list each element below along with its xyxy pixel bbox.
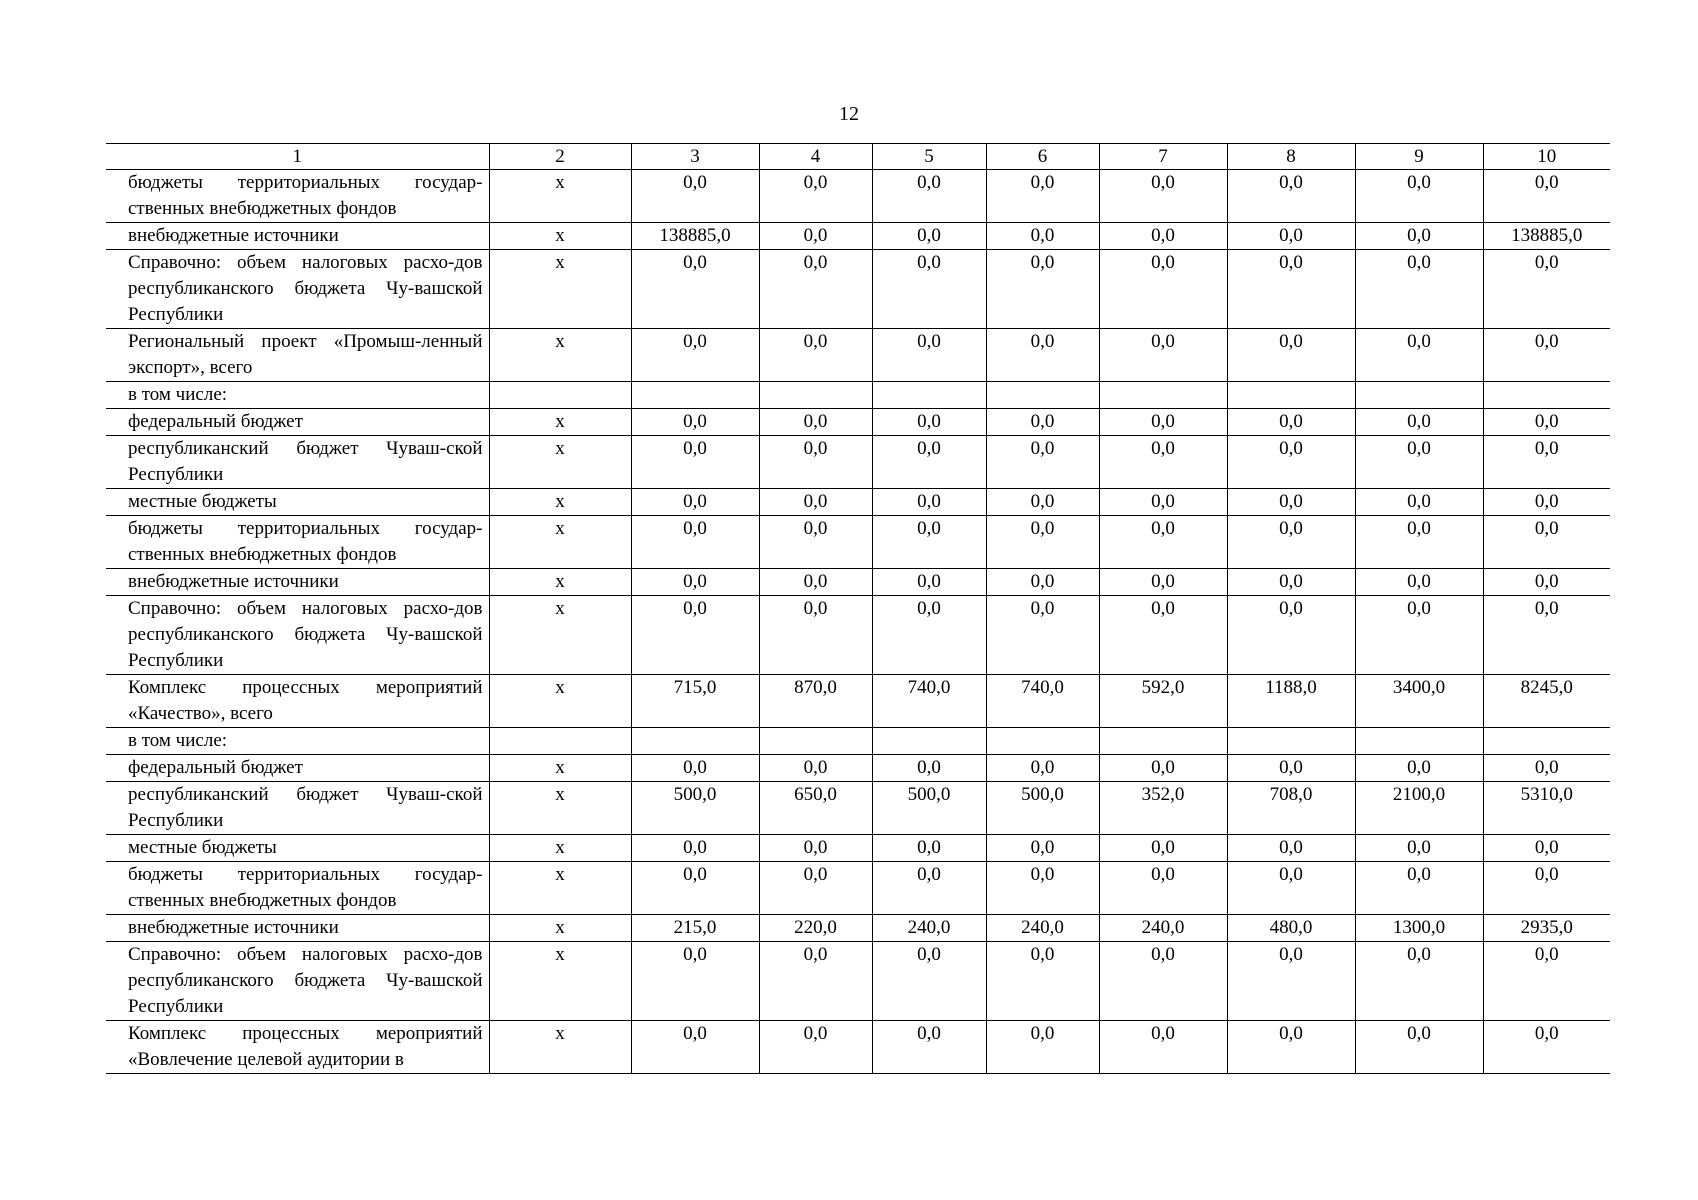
- value-cell: 0,0: [872, 569, 986, 596]
- value-cell: 0,0: [872, 862, 986, 915]
- value-cell: 0,0: [631, 862, 759, 915]
- row-code: [489, 728, 631, 755]
- row-code: х: [489, 489, 631, 516]
- value-cell: 592,0: [1099, 675, 1227, 728]
- value-cell: 1188,0: [1227, 675, 1355, 728]
- value-cell: 0,0: [986, 942, 1099, 1021]
- value-cell: 0,0: [1355, 569, 1483, 596]
- value-cell: 500,0: [631, 782, 759, 835]
- row-label: внебюджетные источники: [106, 569, 489, 596]
- row-code: [489, 382, 631, 409]
- value-cell: [631, 382, 759, 409]
- value-cell: 0,0: [986, 755, 1099, 782]
- value-cell: 0,0: [1483, 516, 1610, 569]
- value-cell: 0,0: [631, 942, 759, 1021]
- value-cell: 0,0: [1483, 835, 1610, 862]
- row-label: Комплекс процессных мероприятий «Вовлечение целевой аудитории в: [106, 1021, 489, 1074]
- value-cell: 0,0: [1099, 569, 1227, 596]
- value-cell: 0,0: [1355, 942, 1483, 1021]
- value-cell: 0,0: [986, 862, 1099, 915]
- column-number-row: [106, 144, 1610, 170]
- value-cell: 0,0: [759, 170, 872, 223]
- value-cell: 0,0: [986, 835, 1099, 862]
- value-cell: 0,0: [986, 250, 1099, 329]
- row-code: х: [489, 675, 631, 728]
- value-cell: 0,0: [872, 436, 986, 489]
- value-cell: 0,0: [872, 835, 986, 862]
- value-cell: 0,0: [1355, 596, 1483, 675]
- row-label: Справочно: объем налоговых расхо-дов республиканского бюджета Чу-вашской Республики: [106, 596, 489, 675]
- table-row: [106, 942, 1610, 1021]
- row-code: х: [489, 862, 631, 915]
- value-cell: 0,0: [1355, 436, 1483, 489]
- value-cell: 0,0: [1483, 250, 1610, 329]
- value-cell: 0,0: [1099, 409, 1227, 436]
- value-cell: 0,0: [986, 329, 1099, 382]
- value-cell: 0,0: [631, 489, 759, 516]
- value-cell: 0,0: [1099, 596, 1227, 675]
- value-cell: 0,0: [1227, 170, 1355, 223]
- value-cell: 240,0: [986, 915, 1099, 942]
- table-row: [106, 223, 1610, 250]
- value-cell: 0,0: [872, 596, 986, 675]
- value-cell: 0,0: [986, 489, 1099, 516]
- value-cell: 0,0: [1355, 516, 1483, 569]
- value-cell: 0,0: [986, 596, 1099, 675]
- row-code: х: [489, 569, 631, 596]
- value-cell: 0,0: [872, 1021, 986, 1074]
- value-cell: 0,0: [1099, 755, 1227, 782]
- value-cell: 0,0: [759, 250, 872, 329]
- value-cell: 0,0: [1099, 223, 1227, 250]
- value-cell: 0,0: [1355, 250, 1483, 329]
- table-row: [106, 1021, 1610, 1074]
- value-cell: 650,0: [759, 782, 872, 835]
- value-cell: 0,0: [1099, 942, 1227, 1021]
- value-cell: 0,0: [631, 569, 759, 596]
- table-row: [106, 675, 1610, 728]
- value-cell: 0,0: [1227, 223, 1355, 250]
- value-cell: [1099, 728, 1227, 755]
- value-cell: 708,0: [1227, 782, 1355, 835]
- row-label: бюджеты территориальных государ-ственных внебюджетных фондов: [106, 170, 489, 223]
- value-cell: 0,0: [1355, 862, 1483, 915]
- value-cell: 0,0: [631, 1021, 759, 1074]
- value-cell: 0,0: [986, 569, 1099, 596]
- value-cell: 0,0: [1099, 250, 1227, 329]
- value-cell: 0,0: [1483, 755, 1610, 782]
- value-cell: 0,0: [1227, 436, 1355, 489]
- value-cell: 0,0: [1227, 835, 1355, 862]
- value-cell: 0,0: [631, 436, 759, 489]
- value-cell: 0,0: [1099, 1021, 1227, 1074]
- value-cell: [1483, 382, 1610, 409]
- value-cell: 0,0: [1483, 596, 1610, 675]
- row-label: Комплекс процессных мероприятий «Качество», всего: [106, 675, 489, 728]
- value-cell: 0,0: [1483, 329, 1610, 382]
- column-number-2: 2: [489, 144, 631, 170]
- value-cell: 0,0: [1355, 223, 1483, 250]
- value-cell: 0,0: [872, 942, 986, 1021]
- value-cell: 0,0: [1099, 862, 1227, 915]
- column-number-7: 7: [1099, 144, 1227, 170]
- value-cell: 0,0: [872, 170, 986, 223]
- value-cell: 0,0: [631, 250, 759, 329]
- value-cell: 0,0: [1483, 409, 1610, 436]
- value-cell: 0,0: [1227, 516, 1355, 569]
- value-cell: 0,0: [1227, 329, 1355, 382]
- table-row: [106, 382, 1610, 409]
- value-cell: 0,0: [1227, 596, 1355, 675]
- value-cell: 3400,0: [1355, 675, 1483, 728]
- value-cell: 0,0: [1099, 516, 1227, 569]
- value-cell: 0,0: [872, 489, 986, 516]
- value-cell: 0,0: [1355, 329, 1483, 382]
- column-number-8: 8: [1227, 144, 1355, 170]
- value-cell: 0,0: [986, 223, 1099, 250]
- column-number-4: 4: [759, 144, 872, 170]
- value-cell: 0,0: [1227, 250, 1355, 329]
- value-cell: 0,0: [1483, 489, 1610, 516]
- row-label: федеральный бюджет: [106, 755, 489, 782]
- value-cell: 0,0: [631, 596, 759, 675]
- column-number-1: 1: [106, 144, 489, 170]
- column-number-3: 3: [631, 144, 759, 170]
- value-cell: 0,0: [872, 409, 986, 436]
- row-label: федеральный бюджет: [106, 409, 489, 436]
- value-cell: 0,0: [631, 409, 759, 436]
- table-row: [106, 862, 1610, 915]
- value-cell: 0,0: [1227, 569, 1355, 596]
- value-cell: 0,0: [1227, 942, 1355, 1021]
- value-cell: [759, 382, 872, 409]
- row-label: местные бюджеты: [106, 489, 489, 516]
- row-label: внебюджетные источники: [106, 223, 489, 250]
- row-code: х: [489, 436, 631, 489]
- table-row: [106, 835, 1610, 862]
- value-cell: 0,0: [1227, 1021, 1355, 1074]
- value-cell: 240,0: [1099, 915, 1227, 942]
- value-cell: 8245,0: [1483, 675, 1610, 728]
- value-cell: 0,0: [986, 409, 1099, 436]
- value-cell: 138885,0: [631, 223, 759, 250]
- row-code: х: [489, 250, 631, 329]
- value-cell: 0,0: [1355, 755, 1483, 782]
- row-code: х: [489, 1021, 631, 1074]
- table-row: [106, 409, 1610, 436]
- value-cell: 0,0: [1099, 329, 1227, 382]
- value-cell: 0,0: [759, 516, 872, 569]
- table-row: [106, 728, 1610, 755]
- value-cell: 0,0: [872, 329, 986, 382]
- value-cell: 0,0: [1355, 1021, 1483, 1074]
- value-cell: 0,0: [1099, 835, 1227, 862]
- table-row: [106, 489, 1610, 516]
- row-code: х: [489, 223, 631, 250]
- table-row: [106, 329, 1610, 382]
- value-cell: 0,0: [1483, 436, 1610, 489]
- value-cell: 0,0: [1227, 862, 1355, 915]
- row-code: х: [489, 755, 631, 782]
- value-cell: [1355, 728, 1483, 755]
- value-cell: 0,0: [1483, 170, 1610, 223]
- value-cell: 220,0: [759, 915, 872, 942]
- column-number-6: 6: [986, 144, 1099, 170]
- value-cell: [986, 728, 1099, 755]
- value-cell: 0,0: [759, 223, 872, 250]
- row-code: х: [489, 942, 631, 1021]
- value-cell: 0,0: [1483, 942, 1610, 1021]
- value-cell: 0,0: [759, 835, 872, 862]
- value-cell: 138885,0: [1483, 223, 1610, 250]
- column-number-9: 9: [1355, 144, 1483, 170]
- value-cell: 0,0: [1483, 862, 1610, 915]
- table-row: [106, 436, 1610, 489]
- value-cell: 715,0: [631, 675, 759, 728]
- value-cell: 0,0: [1355, 489, 1483, 516]
- value-cell: 215,0: [631, 915, 759, 942]
- value-cell: 0,0: [759, 329, 872, 382]
- value-cell: 0,0: [631, 170, 759, 223]
- value-cell: [759, 728, 872, 755]
- row-code: х: [489, 170, 631, 223]
- value-cell: 0,0: [631, 835, 759, 862]
- row-label: в том числе:: [106, 382, 489, 409]
- value-cell: 0,0: [759, 569, 872, 596]
- value-cell: [1227, 728, 1355, 755]
- row-label: республиканский бюджет Чуваш-ской Республики: [106, 436, 489, 489]
- column-number-5: 5: [872, 144, 986, 170]
- value-cell: 0,0: [1099, 489, 1227, 516]
- value-cell: 0,0: [759, 436, 872, 489]
- value-cell: 740,0: [986, 675, 1099, 728]
- budget-table: [106, 143, 1610, 1074]
- value-cell: 0,0: [1355, 409, 1483, 436]
- row-code: х: [489, 596, 631, 675]
- table-row: [106, 170, 1610, 223]
- value-cell: 480,0: [1227, 915, 1355, 942]
- row-code: х: [489, 516, 631, 569]
- value-cell: 0,0: [631, 755, 759, 782]
- row-label: бюджеты территориальных государ-ственных внебюджетных фондов: [106, 862, 489, 915]
- row-code: х: [489, 835, 631, 862]
- value-cell: 1300,0: [1355, 915, 1483, 942]
- row-code: х: [489, 782, 631, 835]
- value-cell: [1355, 382, 1483, 409]
- value-cell: 0,0: [759, 596, 872, 675]
- row-code: х: [489, 329, 631, 382]
- value-cell: 0,0: [1227, 755, 1355, 782]
- row-label: Справочно: объем налоговых расхо-дов республиканского бюджета Чу-вашской Республики: [106, 942, 489, 1021]
- value-cell: 0,0: [872, 516, 986, 569]
- row-code: х: [489, 915, 631, 942]
- value-cell: 0,0: [759, 409, 872, 436]
- value-cell: 0,0: [872, 223, 986, 250]
- row-label: Региональный проект «Промыш-ленный экспорт», всего: [106, 329, 489, 382]
- value-cell: 500,0: [986, 782, 1099, 835]
- value-cell: 0,0: [759, 862, 872, 915]
- value-cell: [1483, 728, 1610, 755]
- row-code: х: [489, 409, 631, 436]
- value-cell: 352,0: [1099, 782, 1227, 835]
- value-cell: 0,0: [1483, 569, 1610, 596]
- table-row: [106, 782, 1610, 835]
- row-label: бюджеты территориальных государ-ственных внебюджетных фондов: [106, 516, 489, 569]
- value-cell: 2100,0: [1355, 782, 1483, 835]
- value-cell: [872, 728, 986, 755]
- column-number-10: 10: [1483, 144, 1610, 170]
- value-cell: 5310,0: [1483, 782, 1610, 835]
- value-cell: 0,0: [1483, 1021, 1610, 1074]
- value-cell: 870,0: [759, 675, 872, 728]
- value-cell: 0,0: [759, 942, 872, 1021]
- row-label: внебюджетные источники: [106, 915, 489, 942]
- value-cell: 0,0: [986, 1021, 1099, 1074]
- table-row: [106, 250, 1610, 329]
- page-number: 12: [839, 103, 859, 125]
- value-cell: 0,0: [759, 1021, 872, 1074]
- value-cell: 740,0: [872, 675, 986, 728]
- value-cell: 500,0: [872, 782, 986, 835]
- value-cell: 0,0: [1355, 835, 1483, 862]
- value-cell: 0,0: [759, 489, 872, 516]
- row-label: в том числе:: [106, 728, 489, 755]
- table-body: [106, 170, 1610, 1074]
- value-cell: 0,0: [986, 170, 1099, 223]
- table-row: [106, 915, 1610, 942]
- value-cell: 0,0: [872, 250, 986, 329]
- value-cell: 0,0: [1355, 170, 1483, 223]
- value-cell: 0,0: [759, 755, 872, 782]
- row-label: Справочно: объем налоговых расхо-дов республиканского бюджета Чу-вашской Республики: [106, 250, 489, 329]
- value-cell: 240,0: [872, 915, 986, 942]
- value-cell: 0,0: [872, 755, 986, 782]
- value-cell: 0,0: [1099, 170, 1227, 223]
- row-label: местные бюджеты: [106, 835, 489, 862]
- row-label: республиканский бюджет Чуваш-ской Республики: [106, 782, 489, 835]
- table-row: [106, 596, 1610, 675]
- table-row: [106, 516, 1610, 569]
- value-cell: [1099, 382, 1227, 409]
- value-cell: 2935,0: [1483, 915, 1610, 942]
- value-cell: [872, 382, 986, 409]
- value-cell: 0,0: [986, 436, 1099, 489]
- value-cell: 0,0: [631, 516, 759, 569]
- value-cell: 0,0: [986, 516, 1099, 569]
- value-cell: [1227, 382, 1355, 409]
- value-cell: [631, 728, 759, 755]
- value-cell: 0,0: [631, 329, 759, 382]
- table-row: [106, 755, 1610, 782]
- value-cell: 0,0: [1227, 489, 1355, 516]
- value-cell: 0,0: [1227, 409, 1355, 436]
- table-row: [106, 569, 1610, 596]
- value-cell: [986, 382, 1099, 409]
- value-cell: 0,0: [1099, 436, 1227, 489]
